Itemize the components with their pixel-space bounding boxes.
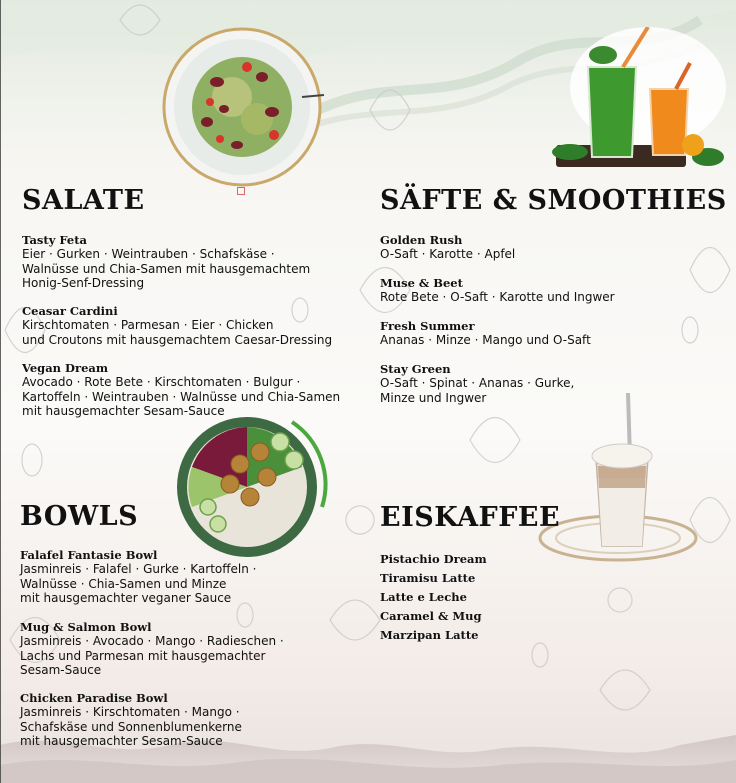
menu-item-desc: Kirschtomaten · Parmesan · Eier · Chicken und Croutons mit hausgemachtem Caesar-Dressing <box>22 318 333 347</box>
section-title-eiskaffee: EISKAFFEE <box>380 502 561 533</box>
menu-item-coffee: Latte e Leche <box>380 590 467 604</box>
menu-item-coffee: Tiramisu Latte <box>380 571 476 585</box>
menu-item-desc: Ananas · Minze · Mango und O-Saft <box>380 333 591 348</box>
falafel-bowl-image <box>172 412 332 562</box>
menu-item-name: Vegan Dream <box>22 361 109 375</box>
section-title-saefte: SÄFTE & SMOOTHIES <box>380 185 727 216</box>
menu-item-desc: Rote Bete · O-Saft · Karotte und Ingwer <box>380 290 615 305</box>
menu-item-name: Chicken Paradise Bowl <box>20 691 168 705</box>
menu-item-desc: Avocado · Rote Bete · Kirschtomaten · Bulgur · Kartoffeln · Weintrauben · Walnüsse und Chia-Samen mit hausgemachter Sesam-Sauce <box>22 375 341 419</box>
menu-item-desc: Jasminreis · Avocado · Mango · Radieschen · Lachs und Parmesan mit hausgemachter Sesam-Sauce <box>20 634 284 678</box>
menu-item-coffee: Marzipan Latte <box>380 628 479 642</box>
menu-item-desc: Eier · Gurken · Weintrauben · Schafskäse · Walnüsse und Chia-Samen mit hausgemachtem Honig-Senf-Dressing <box>22 247 311 291</box>
menu-item-name: Tasty Feta <box>22 233 87 247</box>
menu-item-coffee: Pistachio Dream <box>380 552 487 566</box>
menu-item <box>22 361 352 419</box>
menu-item <box>380 319 710 348</box>
menu-item <box>22 233 352 291</box>
menu-item-name: Muse & Beet <box>380 276 463 290</box>
menu-item-name: Golden Rush <box>380 233 463 247</box>
menu-item-desc: O-Saft · Spinat · Ananas · Gurke, Minze und Ingwer <box>380 376 575 405</box>
menu-item-name: Falafel Fantasie Bowl <box>20 548 158 562</box>
menu-item-name: Ceasar Cardini <box>22 304 118 318</box>
menu-item-coffee: Caramel & Mug <box>380 609 482 623</box>
section-title-salate: SALATE <box>22 185 145 216</box>
juices-image <box>548 27 726 175</box>
iced-coffee-image <box>538 388 708 573</box>
menu-item-desc: O-Saft · Karotte · Apfel <box>380 247 516 262</box>
menu-item-desc: Jasminreis · Falafel · Gurke · Kartoffeln · Walnüsse · Chia-Samen und Minze mit hausgemachter veganer Sauce <box>20 562 257 606</box>
menu-item <box>380 233 710 262</box>
menu-item-name: Fresh Summer <box>380 319 475 333</box>
menu-item-desc: Jasminreis · Kirschtomaten · Mango · Schafskäse und Sonnenblumenkerne mit hausgemachter Sesam-Sauce <box>20 705 242 749</box>
menu-item <box>20 620 350 678</box>
menu-item <box>380 362 710 405</box>
menu-item <box>380 276 710 305</box>
menu-item <box>20 691 350 749</box>
salad-plate-image <box>162 27 324 192</box>
section-title-bowls: BOWLS <box>20 501 139 532</box>
menu-item <box>22 304 352 347</box>
menu-item-name: Stay Green <box>380 362 451 376</box>
menu-item <box>20 548 350 606</box>
small-marker-icon <box>237 187 245 195</box>
menu-item-name: Mug & Salmon Bowl <box>20 620 152 634</box>
